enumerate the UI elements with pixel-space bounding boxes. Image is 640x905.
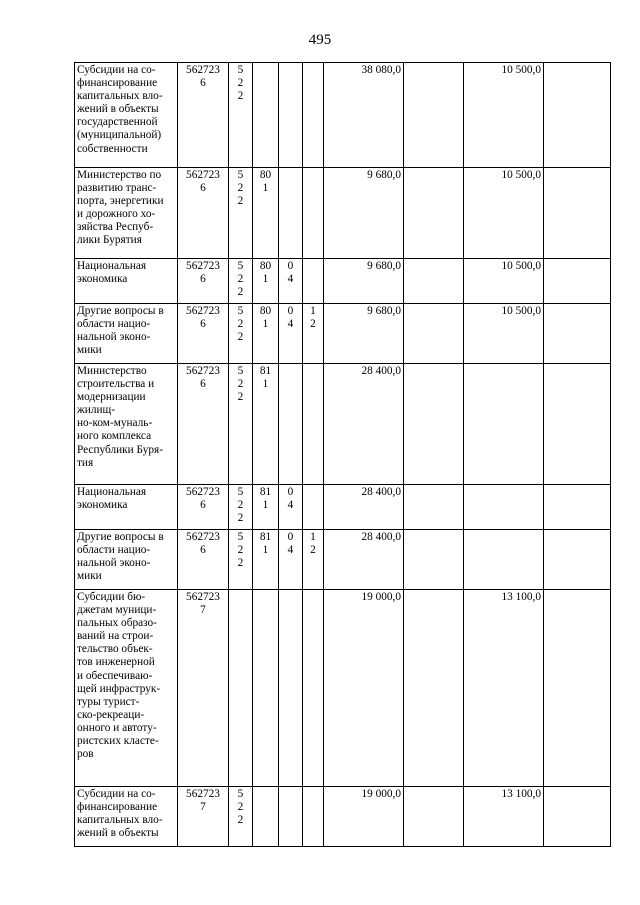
row-c1: 5 2 2 xyxy=(229,304,253,364)
row-c4 xyxy=(303,485,324,530)
row-code: 562723 6 xyxy=(178,364,229,485)
table-row xyxy=(75,259,611,304)
row-value-1: 19 000,0 xyxy=(324,787,404,847)
table-row xyxy=(75,364,611,485)
row-value-2 xyxy=(404,485,464,530)
row-value-3 xyxy=(464,485,544,530)
row-c3 xyxy=(279,787,303,847)
row-value-1: 9 680,0 xyxy=(324,259,404,304)
row-c3 xyxy=(279,590,303,787)
row-value-2 xyxy=(404,259,464,304)
row-value-2 xyxy=(404,304,464,364)
row-value-2 xyxy=(404,364,464,485)
row-value-2 xyxy=(404,168,464,259)
row-name: Национальная экономика xyxy=(75,259,178,304)
row-code: 562723 6 xyxy=(178,259,229,304)
row-value-2 xyxy=(404,590,464,787)
row-c3: 0 4 xyxy=(279,304,303,364)
row-c1: 5 2 2 xyxy=(229,259,253,304)
row-c2: 80 1 xyxy=(253,168,279,259)
row-value-1: 28 400,0 xyxy=(324,530,404,590)
row-name: Другие вопросы в области нацио- нальной эконо- мики xyxy=(75,304,178,364)
row-name: Национальная экономика xyxy=(75,485,178,530)
row-c2: 80 1 xyxy=(253,259,279,304)
row-name: Субсидии бю- джетам муници- пальных образо- ваний на строи- тельство объек- тов инженерной и обеспечиваю- щей инфраструк- туры турист- ско-рекреаци- онного и автоту- ристских класте- ров xyxy=(75,590,178,787)
row-value-3: 10 500,0 xyxy=(464,304,544,364)
row-value-3: 10 500,0 xyxy=(464,63,544,168)
row-value-4 xyxy=(544,63,611,168)
row-value-2 xyxy=(404,787,464,847)
row-value-4 xyxy=(544,259,611,304)
row-value-4 xyxy=(544,304,611,364)
row-c2 xyxy=(253,590,279,787)
row-c4 xyxy=(303,787,324,847)
row-c2 xyxy=(253,787,279,847)
row-value-3: 13 100,0 xyxy=(464,787,544,847)
row-c4: 1 2 xyxy=(303,530,324,590)
table-row xyxy=(75,304,611,364)
row-code: 562723 6 xyxy=(178,63,229,168)
row-c1: 5 2 2 xyxy=(229,364,253,485)
table-row xyxy=(75,787,611,847)
row-c2: 81 1 xyxy=(253,485,279,530)
row-value-2 xyxy=(404,530,464,590)
row-value-4 xyxy=(544,530,611,590)
row-c1: 5 2 2 xyxy=(229,485,253,530)
row-c3: 0 4 xyxy=(279,530,303,590)
row-value-1: 28 400,0 xyxy=(324,364,404,485)
row-code: 562723 7 xyxy=(178,787,229,847)
row-value-3: 10 500,0 xyxy=(464,259,544,304)
row-code: 562723 6 xyxy=(178,530,229,590)
row-code: 562723 7 xyxy=(178,590,229,787)
row-c1 xyxy=(229,590,253,787)
row-c2: 80 1 xyxy=(253,304,279,364)
row-name: Министерство строительства и модернизации жилищ- но-ком-муналь- ного комплекса Республики Буря- тия xyxy=(75,364,178,485)
row-c3: 0 4 xyxy=(279,485,303,530)
row-value-3: 10 500,0 xyxy=(464,168,544,259)
row-value-3 xyxy=(464,530,544,590)
row-value-4 xyxy=(544,485,611,530)
row-value-1: 19 000,0 xyxy=(324,590,404,787)
table-row xyxy=(75,168,611,259)
row-c3 xyxy=(279,168,303,259)
table-row xyxy=(75,590,611,787)
row-c2: 81 1 xyxy=(253,364,279,485)
row-c1: 5 2 2 xyxy=(229,787,253,847)
page-number: 495 xyxy=(308,32,332,48)
row-name: Другие вопросы в области нацио- нальной эконо- мики xyxy=(75,530,178,590)
row-c2 xyxy=(253,63,279,168)
row-c3: 0 4 xyxy=(279,259,303,304)
row-value-1: 38 080,0 xyxy=(324,63,404,168)
row-c4: 1 2 xyxy=(303,304,324,364)
row-value-4 xyxy=(544,590,611,787)
row-c4 xyxy=(303,364,324,485)
table-row xyxy=(75,530,611,590)
row-code: 562723 6 xyxy=(178,485,229,530)
row-value-1: 9 680,0 xyxy=(324,304,404,364)
row-c1: 5 2 2 xyxy=(229,168,253,259)
row-value-4 xyxy=(544,168,611,259)
budget-table xyxy=(74,62,611,847)
table-row xyxy=(75,485,611,530)
row-value-1: 9 680,0 xyxy=(324,168,404,259)
table-row xyxy=(75,63,611,168)
row-c2: 81 1 xyxy=(253,530,279,590)
row-value-4 xyxy=(544,364,611,485)
row-c4 xyxy=(303,590,324,787)
row-c3 xyxy=(279,63,303,168)
row-value-4 xyxy=(544,787,611,847)
row-c3 xyxy=(279,364,303,485)
row-value-2 xyxy=(404,63,464,168)
row-code: 562723 6 xyxy=(178,304,229,364)
row-name: Министерство по развитию транс- порта, энергетики и дорожного хо- зяйства Респуб- лики Бурятия xyxy=(75,168,178,259)
row-name: Субсидии на со- финансирование капитальных вло- жений в объекты xyxy=(75,787,178,847)
row-value-3 xyxy=(464,364,544,485)
row-name: Субсидии на со- финансирование капитальных вло- жений в объекты государственной (муниципальной) собственности xyxy=(75,63,178,168)
row-c1: 5 2 2 xyxy=(229,63,253,168)
row-c4 xyxy=(303,168,324,259)
row-value-3: 13 100,0 xyxy=(464,590,544,787)
row-c4 xyxy=(303,259,324,304)
row-c4 xyxy=(303,63,324,168)
row-value-1: 28 400,0 xyxy=(324,485,404,530)
row-c1: 5 2 2 xyxy=(229,530,253,590)
row-code: 562723 6 xyxy=(178,168,229,259)
